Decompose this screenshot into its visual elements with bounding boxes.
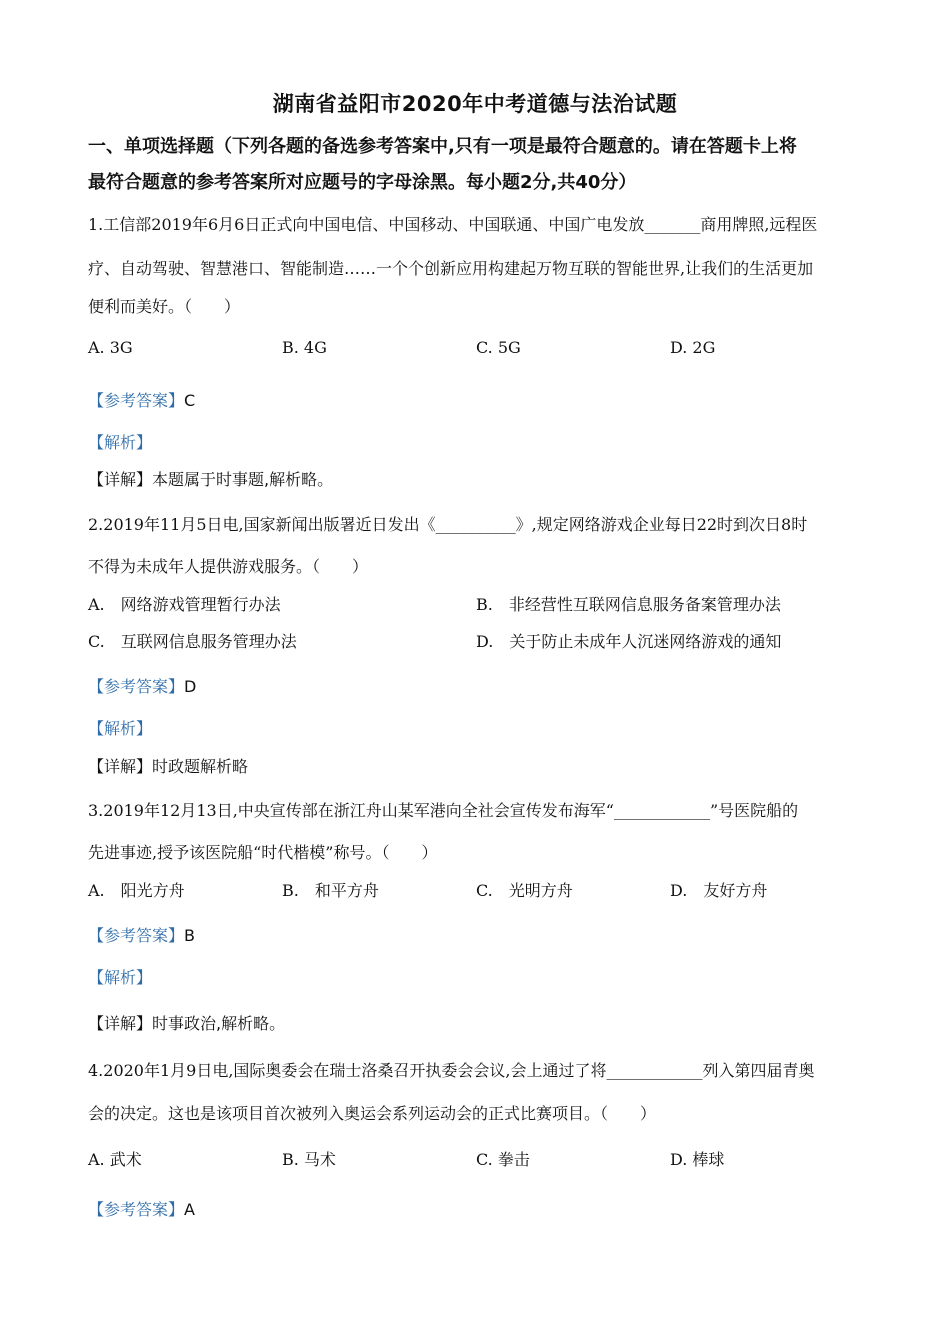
answer-value: C [184,391,196,410]
q3-answer [88,923,195,946]
q2-line2: 不得为未成年人提供游戏服务。（ ） [88,557,369,576]
q1-answer [88,388,195,411]
q1-option-d: D. 2G [670,338,716,357]
q1-line1: 1.工信部2019年6月6日正式向中国电信、中国移动、中国联通、中国广电发放_______商用牌照,远程医 [88,215,818,234]
section-heading-line2: 最符合题意的参考答案所对应题号的字母涂黑。每小题2分,共40分） [88,172,637,193]
q2-option-c: C. 互联网信息服务管理办法 [88,632,297,651]
detail-text: 时政题解析略 [152,757,249,776]
q2-option-d: D. 关于防止未成年人沉迷网络游戏的通知 [476,632,782,651]
q3-analysis-label: 【解析】 [88,968,153,987]
q1-line3: 便利而美好。（ ） [88,297,241,316]
q1-line2: 疗、自动驾驶、智慧港口、智能制造……一个个创新应用构建起万物互联的智能世界,让我们的生活更加 [88,259,814,278]
answer-label: 【参考答案】 [88,391,185,410]
detail-text: 时事政治,解析略。 [152,1014,286,1033]
answer-label: 【参考答案】 [88,677,185,696]
section-heading-line1: 一、单项选择题（下列各题的备选参考答案中,只有一项是最符合题意的。请在答题卡上将 [88,136,797,157]
q3-option-b: B. 和平方舟 [282,881,379,900]
page-title: 湖南省益阳市2020年中考道德与法治试题 [272,92,678,116]
q3-line1: 3.2019年12月13日,中央宣传部在浙江舟山某军港向全社会宣传发布海军“____________”号医院船的 [88,801,799,820]
answer-value: B [184,926,195,945]
q4-line1: 4.2020年1月9日电,国际奥委会在瑞士洛桑召开执委会会议,会上通过了将____________列入第四届青奥 [88,1061,815,1080]
q4-option-c: C. 拳击 [476,1150,530,1169]
q4-option-a: A. 武术 [88,1150,142,1169]
q3-detail [88,1011,285,1034]
detail-text: 本题属于时事题,解析略。 [152,470,334,489]
q1-option-a: A. 3G [88,338,133,357]
q3-line2: 先进事迹,授予该医院船“时代楷模”称号。（ ） [88,843,438,862]
q3-option-d: D. 友好方舟 [670,881,768,900]
q4-option-d: D. 棒球 [670,1150,725,1169]
q1-detail [88,467,333,490]
q4-answer [88,1197,195,1220]
q2-option-b: B. 非经营性互联网信息服务备案管理办法 [476,595,781,614]
q2-detail [88,754,248,777]
q1-analysis-label: 【解析】 [88,433,153,452]
q2-answer [88,674,196,697]
q2-option-a: A. 网络游戏管理暂行办法 [88,595,281,614]
q2-line1: 2.2019年11月5日电,国家新闻出版署近日发出《__________》,规定网络游戏企业每日22时到次日8时 [88,515,808,534]
detail-label: 【详解】 [88,757,153,776]
q2-analysis-label: 【解析】 [88,719,153,738]
q1-option-c: C. 5G [476,338,521,357]
detail-label: 【详解】 [88,1014,153,1033]
q1-option-b: B. 4G [282,338,327,357]
answer-label: 【参考答案】 [88,926,185,945]
answer-value: D [184,677,197,696]
q3-option-a: A. 阳光方舟 [88,881,185,900]
q4-option-b: B. 马术 [282,1150,336,1169]
answer-label: 【参考答案】 [88,1200,185,1219]
answer-value: A [184,1200,195,1219]
detail-label: 【详解】 [88,470,153,489]
q3-option-c: C. 光明方舟 [476,881,573,900]
q4-line2: 会的决定。这也是该项目首次被列入奥运会系列运动会的正式比赛项目。（ ） [88,1104,657,1123]
